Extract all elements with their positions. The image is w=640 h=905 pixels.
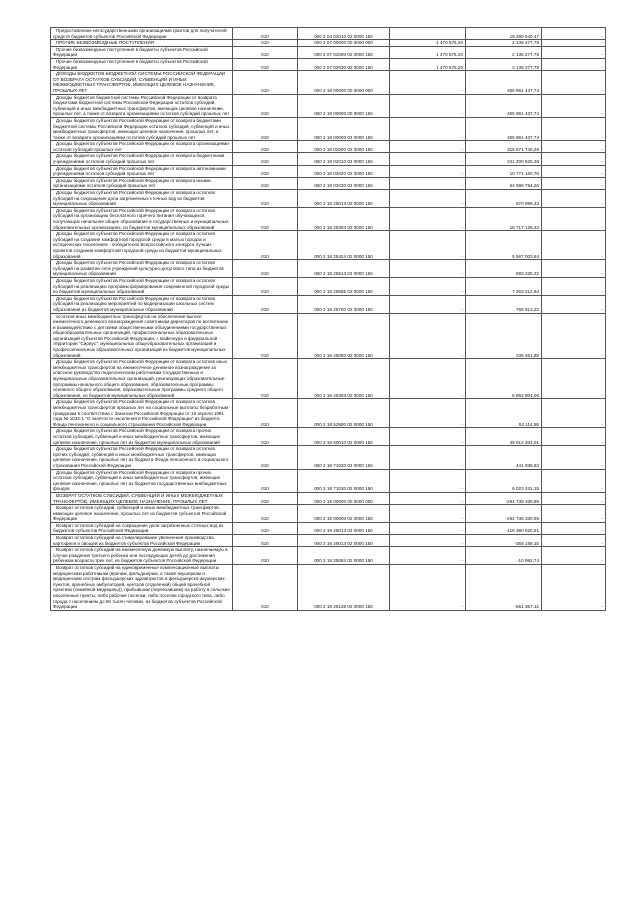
row-rest: - bbox=[542, 446, 606, 469]
row-code: 010 bbox=[233, 505, 298, 523]
row-plan: 1 470 575,20 bbox=[390, 46, 466, 58]
row-code: 010 bbox=[233, 399, 298, 428]
row-kbk: 000 2 18 71030 02 0000 150 bbox=[298, 469, 390, 492]
row-plan: - bbox=[390, 231, 466, 260]
row-code: 010 bbox=[233, 231, 298, 260]
table-row bbox=[51, 492, 606, 504]
row-code: 010 bbox=[233, 295, 298, 313]
row-name: Доходы бюджетов субъектов Российской Федерации от возврата остатков субсидий на развитие сети учреждений культурно-досугового типа из бюджетов муниципальных образований bbox=[51, 260, 233, 278]
row-kbk: 000 2 18 71020 02 0000 150 bbox=[298, 446, 390, 469]
row-name: Доходы бюджетов субъектов Российской Федерации от возврата остатков прочих субсидий, субвенций и иных межбюджетных трансфертов, имеющих целевое назначение, прошлых лет из бюджета Фонда пенсионного и социального страхования Российской Федерации bbox=[51, 446, 233, 469]
row-kbk: 000 2 18 52900 02 0000 150 bbox=[298, 399, 390, 428]
row-name: Доходы бюджетов субъектов Российской Федерации от возврата организациями остатков субсидий прошлых лет bbox=[51, 141, 233, 153]
row-name: Возврат остатков субсидий на единовременные компенсационные выплаты медицинским работникам (врачам, фельдшерам, а также акушеркам и медицинским сестрам фельдшерских здравпунктов и фельдшерско-акушерских пунктов, врачебных амбулаторий, центров (отделений) общей врачебной практики (семейной медицины)), прибывшим (переехавшим) на работу в сельские населенные пункты, либо рабочие поселки, либо поселки городского типа, либо города с населением до 50 тысяч человек, из бюджетов субъектов Российской Федерации bbox=[51, 565, 233, 611]
row-plan: - bbox=[390, 94, 466, 117]
row-code: 010 bbox=[233, 469, 298, 492]
row-name: ДОХОДЫ БЮДЖЕТОВ БЮДЖЕТНОЙ СИСТЕМЫ РОССИЙСКОЙ ФЕДЕРАЦИИ ОТ ВОЗВРАТА ОСТАТКОВ СУБСИДИЙ, СУБВЕНЦИЙ И ИНЫХ МЕЖБЮДЖЕТНЫХ ТРАНСФЕРТОВ, ИМЕЮЩИХ ЦЕЛЕВОЕ НАЗНАЧЕНИЕ, ПРОШЛЫХ ЛЕТ bbox=[51, 71, 233, 94]
row-code: 010 bbox=[233, 46, 298, 58]
table-row bbox=[51, 399, 606, 428]
row-plan: - bbox=[390, 117, 466, 140]
row-rest: - bbox=[542, 117, 606, 140]
row-exec: -10 982,74 bbox=[466, 547, 542, 565]
row-exec: 235 651,88 bbox=[466, 313, 542, 359]
row-exec: 870 999,43 bbox=[466, 190, 542, 208]
row-code: 010 bbox=[233, 446, 298, 469]
table-row bbox=[51, 359, 606, 399]
row-code: 010 bbox=[233, 207, 298, 230]
row-plan: - bbox=[390, 190, 466, 208]
row-rest: - bbox=[542, 399, 606, 428]
row-rest: - bbox=[542, 153, 606, 165]
row-plan: - bbox=[390, 207, 466, 230]
row-exec: 316 571 740,26 bbox=[466, 141, 542, 153]
table-row bbox=[51, 40, 606, 47]
row-name: Доходы бюджетов субъектов Российской Федерации от возврата прочих остатков субсидий, субвенций и иных межбюджетных трансфертов, имеющих целевое назначение, прошлых лет из бюджетов государственных внебюджетных фондов bbox=[51, 469, 233, 492]
row-name: Предоставление негосударственными организациями грантов для получателей средств бюджетов субъектов Российской Федерации bbox=[51, 28, 233, 40]
row-plan bbox=[390, 28, 466, 40]
row-name: Доходы бюджетов субъектов Российской Федерации от возврата остатков субсидий на реализацию программ формирования современной городской среды из бюджетов муниципальных образований bbox=[51, 277, 233, 295]
row-rest: - bbox=[542, 277, 606, 295]
table-row bbox=[51, 207, 606, 230]
row-exec: 6 862 804,06 bbox=[466, 359, 542, 399]
row-code: 010 bbox=[233, 28, 298, 40]
row-rest: - bbox=[542, 141, 606, 153]
row-code: 010 bbox=[233, 313, 298, 359]
row-exec: -355 158,15 bbox=[466, 535, 542, 547]
table-row bbox=[51, 58, 606, 70]
row-kbk: 000 2 18 25424 02 0000 150 bbox=[298, 231, 390, 260]
row-name: Возврат остатков субсидий на стимулирование увеличения производства картофеля и овощей из бюджетов субъектов Российской Федерации bbox=[51, 535, 233, 547]
row-rest: - bbox=[542, 313, 606, 359]
table-row bbox=[51, 547, 606, 565]
row-code: 010 bbox=[233, 58, 298, 70]
row-rest: - bbox=[542, 492, 606, 504]
row-code: 010 bbox=[233, 565, 298, 611]
row-plan: - bbox=[390, 165, 466, 177]
report-table-body bbox=[51, 28, 606, 611]
row-rest: - bbox=[542, 535, 606, 547]
row-plan: - bbox=[390, 295, 466, 313]
table-row bbox=[51, 46, 606, 58]
row-rest: - bbox=[542, 231, 606, 260]
row-plan: - bbox=[390, 153, 466, 165]
row-exec: -294 738 330,96 bbox=[466, 492, 542, 504]
report-table bbox=[50, 27, 606, 611]
row-exec: 693 225,22 bbox=[466, 260, 542, 278]
row-kbk: 000 2 19 25013 02 0000 150 bbox=[298, 522, 390, 534]
row-plan: - bbox=[390, 141, 466, 153]
row-rest: - bbox=[542, 190, 606, 208]
row-kbk: 000 2 18 25304 02 0000 150 bbox=[298, 207, 390, 230]
row-code: 010 bbox=[233, 94, 298, 117]
row-code: 010 bbox=[233, 177, 298, 189]
row-kbk: 000 2 18 02020 02 0000 150 bbox=[298, 165, 390, 177]
row-exec: 405 961 437,74 bbox=[466, 94, 542, 117]
row-plan: - bbox=[390, 446, 466, 469]
row-kbk: 000 2 18 00000 02 0000 150 bbox=[298, 117, 390, 140]
table-row bbox=[51, 117, 606, 140]
table-row bbox=[51, 446, 606, 469]
row-kbk: 000 2 18 25750 02 0000 150 bbox=[298, 295, 390, 313]
table-row bbox=[51, 165, 606, 177]
row-plan: - bbox=[390, 492, 466, 504]
table-row bbox=[51, 295, 606, 313]
row-plan: - bbox=[390, 277, 466, 295]
row-code: 010 bbox=[233, 260, 298, 278]
row-plan: - bbox=[390, 399, 466, 428]
row-kbk: 000 2 18 25013 02 0000 150 bbox=[298, 190, 390, 208]
row-kbk: 000 2 18 00000 00 0000 000 bbox=[298, 71, 390, 94]
row-exec: 405 961 437,74 bbox=[466, 71, 542, 94]
row-rest: - bbox=[542, 260, 606, 278]
row-kbk: 000 2 07 00000 00 0000 000 bbox=[298, 40, 390, 47]
row-code: 010 bbox=[233, 492, 298, 504]
row-rest: - bbox=[542, 58, 606, 70]
row-code: 010 bbox=[233, 547, 298, 565]
row-exec: -294 738 330,96 bbox=[466, 505, 542, 523]
row-rest: - bbox=[542, 177, 606, 189]
row-kbk: 000 2 07 02000 02 0000 150 bbox=[298, 46, 390, 58]
row-name: Прочие безвозмездные поступления в бюджеты субъектов Российской Федерации bbox=[51, 46, 233, 58]
row-plan: - bbox=[390, 260, 466, 278]
table-row bbox=[51, 469, 606, 492]
row-name: Доходы бюджетов субъектов Российской Федерации от возврата иными организациями остатков субсидий прошлых лет bbox=[51, 177, 233, 189]
row-name: ВОЗВРАТ ОСТАТКОВ СУБСИДИЙ, СУБВЕНЦИЙ И ИНЫХ МЕЖБЮДЖЕТНЫХ ТРАНСФЕРТОВ, ИМЕЮЩИХ ЦЕЛЕВОЕ НАЗНАЧЕНИЕ, ПРОШЛЫХ ЛЕТ bbox=[51, 492, 233, 504]
row-rest: - bbox=[542, 40, 606, 47]
row-exec: -116 380 520,51 bbox=[466, 522, 542, 534]
row-name: Доходы бюджетов бюджетной системы Российской Федерации от возврата бюджетами бюджетной системы Российской Федерации остатков субсидий, субвенций и иных межбюджетных трансфертов, имеющих целевое назначение, прошлых лет, а также от возврата организациями остатков субсидий прошлых лет bbox=[51, 94, 233, 117]
row-kbk: 000 2 19 25084 02 0000 150 bbox=[298, 547, 390, 565]
table-row bbox=[51, 260, 606, 278]
row-name: Доходы бюджетов субъектов Российской Федерации от возврата остатков межбюджетных трансфертов прошлых лет на социальные выплаты безработным гражданам в соответствии с Законом Российской Федерации от 19 апреля 1991 года № 1032-1 "О занятости населения в Российской Федерации" из бюджета Фонда пенсионного и социального страхования Российской Федерации bbox=[51, 399, 233, 428]
row-plan: - bbox=[390, 71, 466, 94]
row-name: остатков иных межбюджетных трансфертов на обеспечение выплат ежемесячного денежного вознаграждения советникам директоров по воспитанию и взаимодействию с детскими общественными объединениями государственных общеобразовательных организаций, профессиональных образовательных организаций субъектов Российской Федерации, г. Байконура и федеральной территории "Сириус", муниципальных общеобразовательных организаций и профессиональных образовательных организаций из бюджетов муниципальных образований bbox=[51, 313, 233, 359]
row-exec: 441 938,63 bbox=[466, 446, 542, 469]
row-code: 010 bbox=[233, 535, 298, 547]
row-name: Доходы бюджетов субъектов Российской Федерации от возврата остатков иных межбюджетных трансфертов на ежемесячное денежное вознаграждение за классное руководство педагогическим работникам государственных и муниципальных образовательных организаций, реализующих образовательные программы начального общего образования, образовательные программы основного общего образования, образовательные программы среднего общего образования, из бюджетов муниципальных образований bbox=[51, 359, 233, 399]
table-row bbox=[51, 28, 606, 40]
row-rest: - bbox=[542, 94, 606, 117]
row-kbk: 000 2 18 00000 00 0000 150 bbox=[298, 94, 390, 117]
row-plan: - bbox=[390, 522, 466, 534]
row-name: Прочие безвозмездные поступления в бюджеты субъектов Российской Федерации bbox=[51, 58, 233, 70]
row-kbk: 000 2 19 00000 02 0000 150 bbox=[298, 505, 390, 523]
row-plan: - bbox=[390, 359, 466, 399]
row-name: Возврат остатков субсидий на ежемесячную денежную выплату, назначаемую в случае рождения третьего ребенка или последующих детей до достижения ребенком возраста трех лет, из бюджетов субъектов Российской Федерации bbox=[51, 547, 233, 565]
row-plan: - bbox=[390, 428, 466, 446]
row-code: 010 bbox=[233, 428, 298, 446]
row-code: 010 bbox=[233, 40, 298, 47]
row-exec: 2 136 277,78 bbox=[466, 58, 542, 70]
row-rest: - bbox=[542, 522, 606, 534]
row-name: Возврат остатков субсидий, субвенций и иных межбюджетных трансфертов, имеющих целевое назначение, прошлых лет из бюджетов субъектов Российской Федерации bbox=[51, 505, 233, 523]
row-name: ПРОЧИЕ БЕЗВОЗМЕЗДНЫЕ ПОСТУПЛЕНИЯ bbox=[51, 40, 233, 47]
row-name: Доходы бюджетов субъектов Российской Федерации от возврата остатков субсидий на сокращение доли загрязненных сточных вод из бюджетов муниципальных образований bbox=[51, 190, 233, 208]
row-kbk: 000 2 19 25138 02 0000 150 bbox=[298, 565, 390, 611]
table-row bbox=[51, 190, 606, 208]
row-rest: - bbox=[542, 359, 606, 399]
table-row bbox=[51, 71, 606, 94]
row-code: 010 bbox=[233, 117, 298, 140]
row-name: Доходы бюджетов субъектов Российской Федерации от возврата остатков субсидий на создание комфортной городской среды в малых городах и исторических поселениях - победителях Всероссийского конкурса лучших проектов создания комфортной городской среды из бюджетов муниципальных образований bbox=[51, 231, 233, 260]
row-exec: 5 567 003,84 bbox=[466, 231, 542, 260]
row-exec: 64 599 754,26 bbox=[466, 177, 542, 189]
row-exec: 7 263 212,94 bbox=[466, 277, 542, 295]
row-exec: 19 289 040,47 bbox=[466, 28, 542, 40]
row-code: 010 bbox=[233, 359, 298, 399]
table-row bbox=[51, 141, 606, 153]
row-rest: - bbox=[542, 505, 606, 523]
row-rest: - bbox=[542, 428, 606, 446]
row-exec: 769 813,22 bbox=[466, 295, 542, 313]
row-kbk: 000 2 19 00000 00 0000 000 bbox=[298, 492, 390, 504]
row-rest: - bbox=[542, 46, 606, 58]
table-row bbox=[51, 177, 606, 189]
table-row bbox=[51, 535, 606, 547]
row-kbk: 000 2 19 25014 02 0000 150 bbox=[298, 535, 390, 547]
row-code: 010 bbox=[233, 71, 298, 94]
row-exec: 45 012 304,01 bbox=[466, 428, 542, 446]
row-rest: - bbox=[542, 565, 606, 611]
row-kbk: 000 2 18 02010 02 0000 150 bbox=[298, 153, 390, 165]
row-plan: - bbox=[390, 565, 466, 611]
row-plan: 1 470 575,20 bbox=[390, 40, 466, 47]
table-row bbox=[51, 94, 606, 117]
row-plan: - bbox=[390, 505, 466, 523]
row-name: Доходы бюджетов субъектов Российской Федерации от возврата прочих остатков субсидий, субвенций и иных межбюджетных трансфертов, имеющих целевое назначение, прошлых лет из бюджетов муниципальных образований bbox=[51, 428, 233, 446]
row-kbk: 000 2 18 45050 02 0000 150 bbox=[298, 313, 390, 359]
row-plan: - bbox=[390, 547, 466, 565]
table-row bbox=[51, 428, 606, 446]
row-kbk: 000 2 18 02030 02 0000 150 bbox=[298, 177, 390, 189]
row-plan: - bbox=[390, 469, 466, 492]
row-plan: - bbox=[390, 177, 466, 189]
table-row bbox=[51, 153, 606, 165]
row-exec: -561 367,12 bbox=[466, 565, 542, 611]
row-exec: 405 961 437,74 bbox=[466, 117, 542, 140]
row-exec: 241 200 625,38 bbox=[466, 153, 542, 165]
row-plan: - bbox=[390, 535, 466, 547]
row-name: Доходы бюджетов субъектов Российской Федерации от возврата автономными учреждениями остатков субсидий прошлых лет bbox=[51, 165, 233, 177]
row-kbk: 000 2 18 25555 02 0000 150 bbox=[298, 277, 390, 295]
row-kbk: 000 2 04 02010 02 0000 150 bbox=[298, 28, 390, 40]
row-code: 010 bbox=[233, 277, 298, 295]
row-exec: 2 136 277,78 bbox=[466, 46, 542, 58]
row-rest: - bbox=[542, 165, 606, 177]
row-rest: - bbox=[542, 28, 606, 40]
row-kbk: 000 2 18 45303 02 0000 150 bbox=[298, 359, 390, 399]
row-rest: - bbox=[542, 295, 606, 313]
table-row bbox=[51, 231, 606, 260]
row-kbk: 000 2 18 25513 02 0000 150 bbox=[298, 260, 390, 278]
table-row bbox=[51, 522, 606, 534]
row-kbk: 000 2 18 60010 02 0000 150 bbox=[298, 428, 390, 446]
row-exec: 15 717 128,43 bbox=[466, 207, 542, 230]
row-plan: 1 470 575,20 bbox=[390, 58, 466, 70]
row-plan: - bbox=[390, 313, 466, 359]
row-rest: - bbox=[542, 207, 606, 230]
row-code: 010 bbox=[233, 153, 298, 165]
row-kbk: 000 2 07 02030 02 0000 150 bbox=[298, 58, 390, 70]
row-exec: 10 771 160,76 bbox=[466, 165, 542, 177]
table-row bbox=[51, 565, 606, 611]
table-row bbox=[51, 505, 606, 523]
row-rest: - bbox=[542, 469, 606, 492]
row-exec: 6 023 431,15 bbox=[466, 469, 542, 492]
table-row bbox=[51, 277, 606, 295]
row-kbk: 000 2 18 02000 02 0000 150 bbox=[298, 141, 390, 153]
row-exec: 2 136 277,78 bbox=[466, 40, 542, 47]
row-rest: - bbox=[542, 71, 606, 94]
row-name: Доходы бюджетов субъектов Российской Федерации от возврата бюджетными учреждениями остатков субсидий прошлых лет bbox=[51, 153, 233, 165]
row-exec: 52 114,86 bbox=[466, 399, 542, 428]
row-code: 010 bbox=[233, 141, 298, 153]
table-row bbox=[51, 313, 606, 359]
row-name: Доходы бюджетов субъектов Российской Федерации от возврата остатков субсидий на реализацию мероприятий по модернизации школьных систем образования из бюджетов муниципальных образований bbox=[51, 295, 233, 313]
row-name: Доходы бюджетов субъектов Российской Федерации от возврата остатков субсидий на организацию бесплатного горячего питания обучающихся, получающих начальное общее образование в государственных и муниципальных образовательных организациях, из бюджетов муниципальных образований bbox=[51, 207, 233, 230]
row-code: 010 bbox=[233, 522, 298, 534]
row-name: Доходы бюджетов субъектов Российской Федерации от возврата бюджетами бюджетной системы Российской Федерации остатков субсидий, субвенций и иных межбюджетных трансфертов, имеющих целевое назначение, прошлых лет, а также от возврата организациями остатков субсидий прошлых лет bbox=[51, 117, 233, 140]
row-name: Возврат остатков субсидий на сокращение доли загрязненных сточных вод из бюджетов субъектов Российской Федерации bbox=[51, 522, 233, 534]
row-code: 010 bbox=[233, 165, 298, 177]
row-code: 010 bbox=[233, 190, 298, 208]
row-rest: - bbox=[542, 547, 606, 565]
